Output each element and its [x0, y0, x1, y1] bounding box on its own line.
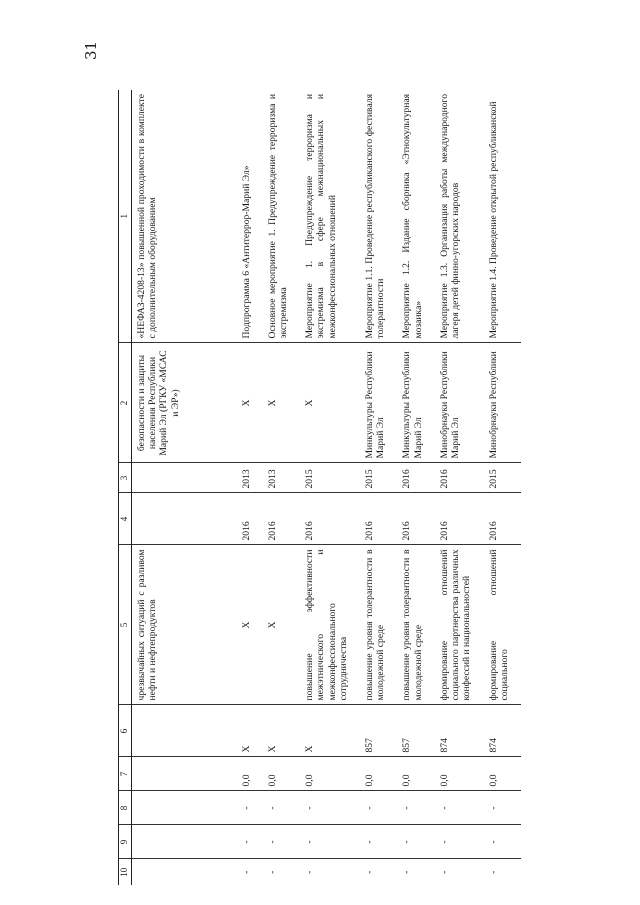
cell-col-4: 2016 — [263, 493, 300, 545]
cell-col-7: 0,0 — [360, 757, 397, 791]
cell-col-7: 0,0 — [237, 757, 263, 791]
cell-col-3 — [132, 463, 237, 493]
cell-col-5: повышение эффективности межэтнического и межконфессионального сотрудничества — [300, 545, 360, 705]
cell-col-1: «НЕФАЗ-4208-13» повышенной проходимости в комплекте с дополнительным оборудованием — [132, 90, 237, 343]
cell-col-8: - — [263, 791, 300, 825]
table-row — [435, 90, 484, 885]
cell-col-5: формирование отношений социального партнерства различных конфессий и национальностей — [435, 545, 484, 705]
cell-col-5: формирование отношений социального — [484, 545, 521, 705]
cell-col-9 — [132, 825, 237, 859]
cell-col-3: 2015 — [360, 463, 397, 493]
header-col-3: 3 — [119, 463, 132, 493]
cell-col-5: X — [263, 545, 300, 705]
page-number: 31 — [82, 40, 100, 60]
header-col-4: 4 — [119, 493, 132, 545]
cell-col-7: 0,0 — [435, 757, 484, 791]
header-col-6: 6 — [119, 705, 132, 757]
program-table — [118, 90, 521, 885]
cell-col-1: Подпрограмма 6 «Антитеррор-Марий Эл» — [237, 90, 263, 343]
cell-col-6: X — [237, 705, 263, 757]
cell-col-6: 874 — [435, 705, 484, 757]
cell-col-8: - — [397, 791, 434, 825]
cell-col-7: 0,0 — [397, 757, 434, 791]
cell-col-9: - — [484, 825, 521, 859]
cell-col-10: - — [304, 870, 316, 874]
header-col-9: 9 — [119, 825, 132, 859]
header-col-2: 2 — [119, 343, 132, 463]
table-row — [300, 90, 360, 885]
cell-col-6: 857 — [397, 705, 434, 757]
cell-col-8: - — [484, 791, 521, 825]
cell-col-4: 2016 — [484, 493, 521, 545]
cell-col-4: 2016 — [300, 493, 360, 545]
cell-col-9: - — [435, 825, 484, 859]
cell-col-8 — [132, 791, 237, 825]
cell-col-9: - — [263, 825, 300, 859]
rotated-page-content — [118, 90, 510, 885]
header-col-7: 7 — [119, 757, 132, 791]
table-row — [263, 90, 300, 885]
cell-col-7 — [132, 757, 237, 791]
table-row — [484, 90, 521, 885]
cell-col-10: - — [266, 870, 278, 874]
cell-col-9: - — [300, 825, 360, 859]
cell-col-4: 2016 — [237, 493, 263, 545]
cell-col-2: X — [237, 343, 263, 463]
cell-col-6: 874 — [484, 705, 521, 757]
table-header — [119, 90, 132, 885]
cell-col-1: Мероприятие 1.1. Проведение республиканского фестиваля толерантности — [360, 90, 397, 343]
cell-col-2: Минкультуры Республики Марий Эл — [397, 343, 434, 463]
cell-col-2: X — [263, 343, 300, 463]
cell-col-7: 0,0 — [484, 757, 521, 791]
header-col-10: 10 — [119, 859, 132, 885]
cell-col-4: 2016 — [397, 493, 434, 545]
cell-col-8: - — [300, 791, 360, 825]
cell-col-7: 0,0 — [263, 757, 300, 791]
cell-col-3: 2016 — [397, 463, 434, 493]
table-row — [132, 90, 237, 885]
cell-col-4 — [132, 493, 237, 545]
cell-col-9: - — [237, 825, 263, 859]
cell-col-3: 2015 — [484, 463, 521, 493]
cell-col-2: Минобрнауки Республики Марий Эл — [435, 343, 484, 463]
cell-col-8: - — [435, 791, 484, 825]
header-col-5: 5 — [119, 545, 132, 705]
cell-col-5: повышение уровня толерантности в молодежной среде — [360, 545, 397, 705]
cell-col-2: Минкультуры Республики Марий Эл — [360, 343, 397, 463]
cell-col-3: 2013 — [237, 463, 263, 493]
cell-col-6: X — [263, 705, 300, 757]
table-row — [360, 90, 397, 885]
header-col-1: 1 — [119, 90, 132, 343]
cell-col-10 — [132, 859, 237, 885]
cell-col-3: 2016 — [435, 463, 484, 493]
cell-col-10: - — [364, 870, 376, 874]
cell-col-4: 2016 — [360, 493, 397, 545]
cell-col-6: 857 — [360, 705, 397, 757]
cell-col-9: - — [360, 825, 397, 859]
cell-col-8: - — [360, 791, 397, 825]
cell-col-2: Минобрнауки Республики — [484, 343, 521, 463]
cell-col-10: - — [438, 870, 450, 874]
cell-col-1: Основное мероприятие 1. Предупреждение терроризма и экстремизма — [263, 90, 300, 343]
cell-col-2: X — [300, 343, 360, 463]
cell-col-1: Мероприятие 1.3. Организация работы международного лагеря детей финно-угорских народов — [435, 90, 484, 343]
header-col-8: 8 — [119, 791, 132, 825]
cell-col-1: Мероприятие 1.2. Издание сборника «Этнокультурная мозаика» — [397, 90, 434, 343]
cell-col-10: - — [240, 870, 252, 874]
table-row — [237, 90, 263, 885]
cell-col-1: Мероприятие 1.4. Проведение открытой республиканской — [484, 90, 521, 343]
cell-col-2: безопасности и защиты населения Республики Марий Эл (РГКУ «МСАС и ЭР») — [132, 343, 237, 463]
cell-col-10: - — [401, 870, 413, 874]
cell-col-6 — [132, 705, 237, 757]
table-row — [397, 90, 434, 885]
cell-col-1: Мероприятие 1. Предупреждение терроризма и экстремизма в сфере межнациональных и межконфессиональных отношений — [300, 90, 360, 343]
cell-col-5: чрезвычайных ситуаций с разливом нефти и нефтепродуктов — [132, 545, 237, 705]
cell-col-4: 2016 — [435, 493, 484, 545]
cell-col-3: 2013 — [263, 463, 300, 493]
cell-col-8: - — [237, 791, 263, 825]
cell-col-6: X — [300, 705, 360, 757]
cell-col-3: 2015 — [300, 463, 360, 493]
cell-col-9: - — [397, 825, 434, 859]
cell-col-7: 0,0 — [300, 757, 360, 791]
cell-col-10: - — [487, 870, 499, 874]
cell-col-5: X — [237, 545, 263, 705]
cell-col-5: повышение уровня толерантности в молодежной среде — [397, 545, 434, 705]
